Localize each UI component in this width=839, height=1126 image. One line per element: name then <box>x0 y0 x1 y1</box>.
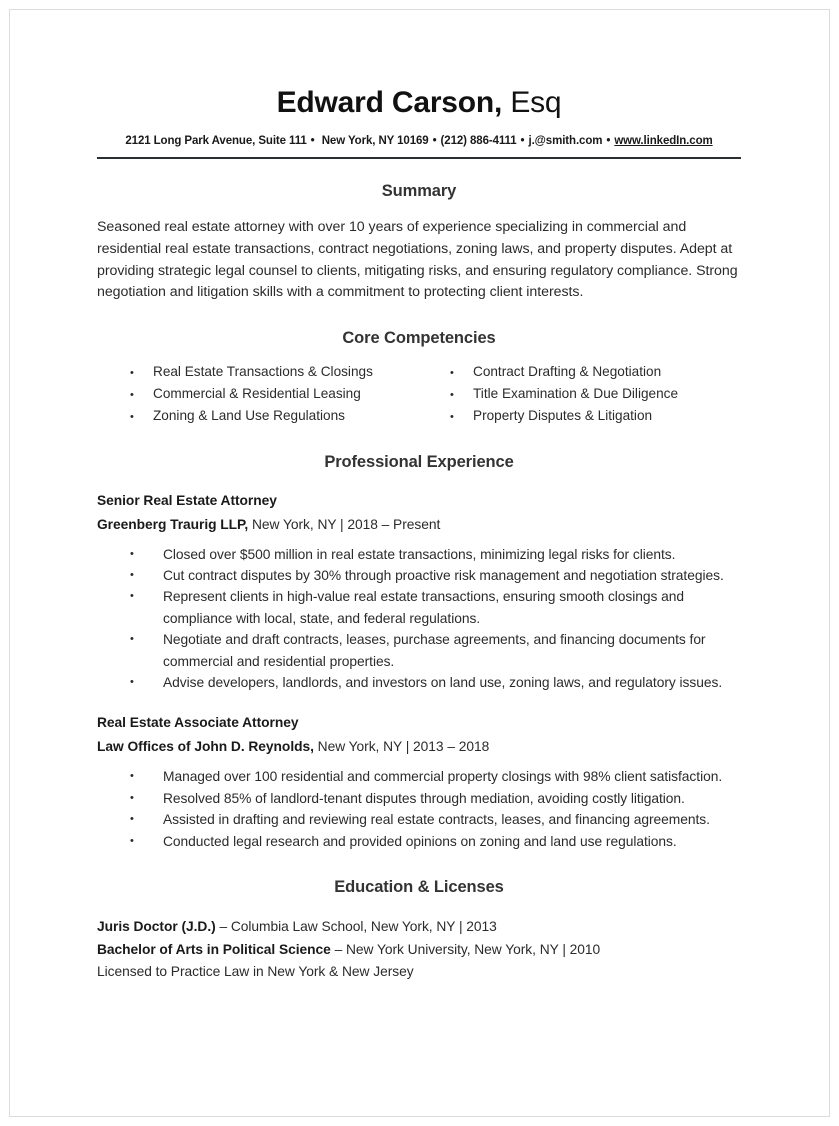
core-competency-label: Title Examination & Due Diligence <box>473 385 679 401</box>
list-item <box>130 406 419 428</box>
education-degree: Bachelor of Arts in Political Science <box>97 941 331 957</box>
job-bullet-text: Closed over $500 million in real estate transactions, minimizing legal risks for clients. <box>163 546 676 562</box>
section-heading-core-competencies: Core Competencies <box>342 329 496 348</box>
education-detail: – Columbia Law School, New York, NY | 2013 <box>215 919 497 935</box>
job-location-dates: New York, NY | 2018 – Present <box>248 516 441 532</box>
bullet-icon: • <box>130 547 134 560</box>
bullet-icon: • <box>130 590 134 603</box>
job-title: Real Estate Associate Attorney <box>97 715 299 731</box>
job-location-dates: New York, NY | 2013 – 2018 <box>313 739 490 755</box>
header-divider <box>97 157 741 159</box>
summary-paragraph: Seasoned real estate attorney with over 10 years of experience specializing in commercial and residential real estate transactions, contract negotiations, zoning laws, and property disputes. Adept at providing strategic legal counsel to clients, mitigating risks, and ensuring regulatory compliance. Strong negotiation and litigation skills with a commitment to protecting client interests. <box>97 219 738 301</box>
bullet-icon: • <box>130 388 134 401</box>
core-competencies-right-column <box>419 362 741 427</box>
bullet-icon: • <box>130 676 134 689</box>
section-heading-education-licenses: Education & Licenses <box>334 878 504 897</box>
bullet-icon: • <box>130 410 134 423</box>
job-bullet-list <box>97 544 741 694</box>
job-company: Law Offices of John D. Reynolds, <box>97 739 314 755</box>
core-competencies-left-column <box>97 362 419 427</box>
contact-separator-icon: • <box>520 135 525 147</box>
education-detail: – New York University, New York, NY | 2010 <box>330 941 601 957</box>
core-competencies-columns <box>97 362 741 427</box>
bullet-icon: • <box>130 367 134 380</box>
bullet-icon: • <box>130 813 134 826</box>
contact-address: 2121 Long Park Avenue, Suite 111 <box>125 135 307 147</box>
resume-content <box>97 0 741 984</box>
contact-phone: (212) 886-4111 <box>440 135 517 147</box>
candidate-name: Edward Carson, <box>276 86 503 119</box>
bullet-icon: • <box>450 410 454 423</box>
job-bullet-text: Cut contract disputes by 30% through proactive risk management and negotiation strategies. <box>163 567 724 583</box>
list-item <box>97 544 741 565</box>
list-item <box>97 565 741 586</box>
job-company-line <box>97 514 741 535</box>
list-item <box>97 831 741 852</box>
education-list <box>97 916 741 984</box>
list-item <box>97 961 741 984</box>
list-item <box>130 362 419 384</box>
contact-separator-icon: • <box>310 135 315 147</box>
job-bullet-text: Resolved 85% of landlord-tenant disputes through mediation, avoiding costly litigation. <box>163 790 685 806</box>
list-item <box>450 362 741 384</box>
contact-website-link[interactable]: www.linkedIn.com <box>614 135 713 147</box>
list-item <box>97 629 741 672</box>
bullet-icon: • <box>450 367 454 380</box>
core-competency-label: Contract Drafting & Negotiation <box>473 364 662 380</box>
list-item <box>97 672 741 693</box>
bullet-icon: • <box>130 770 134 783</box>
experience-entry <box>97 490 741 694</box>
education-detail: Licensed to Practice Law in New York & New Jersey <box>97 964 414 980</box>
bullet-icon: • <box>130 834 134 847</box>
candidate-suffix: Esq <box>510 86 562 119</box>
job-bullet-text: Advise developers, landlords, and investors on land use, zoning laws, and regulatory issues. <box>163 675 723 691</box>
job-bullet-text: Managed over 100 residential and commercial property closings with 98% client satisfaction. <box>163 769 723 785</box>
core-competency-label: Commercial & Residential Leasing <box>153 385 361 401</box>
contact-info <box>97 135 741 147</box>
list-item <box>97 766 741 787</box>
education-degree: Juris Doctor (J.D.) <box>97 919 216 935</box>
list-item <box>130 384 419 406</box>
list-item <box>97 586 741 629</box>
page-title <box>97 86 741 119</box>
list-item <box>450 384 741 406</box>
job-company-line <box>97 736 741 757</box>
job-title: Senior Real Estate Attorney <box>97 492 277 508</box>
bullet-icon: • <box>130 568 134 581</box>
section-heading-professional-experience: Professional Experience <box>324 452 514 471</box>
contact-separator-icon: • <box>432 135 437 147</box>
job-bullet-list <box>97 766 741 852</box>
section-heading-summary: Summary <box>381 182 457 200</box>
list-item <box>97 939 741 962</box>
contact-separator-icon: • <box>606 135 611 147</box>
core-competency-label: Zoning & Land Use Regulations <box>153 407 345 423</box>
bullet-icon: • <box>130 633 134 646</box>
list-item <box>97 809 741 830</box>
core-competency-label: Property Disputes & Litigation <box>473 407 653 423</box>
job-company: Greenberg Traurig LLP, <box>97 516 249 532</box>
job-bullet-text: Represent clients in high-value real estate transactions, ensuring smooth closings and compliance with local, state, and federal regulations. <box>163 589 685 626</box>
job-bullet-text: Assisted in drafting and reviewing real estate contracts, leases, and financing agreements. <box>163 812 710 828</box>
job-bullet-text: Conducted legal research and provided opinions on zoning and land use regulations. <box>163 833 677 849</box>
contact-city: New York, NY 10169 <box>321 135 429 147</box>
experience-entry <box>97 712 741 852</box>
bullet-icon: • <box>450 388 454 401</box>
list-item <box>450 406 741 428</box>
list-item <box>97 916 741 939</box>
contact-email: j.@smith.com <box>528 135 603 147</box>
list-item <box>97 788 741 809</box>
job-bullet-text: Negotiate and draft contracts, leases, purchase agreements, and financing documents for commercial and residential properties. <box>163 632 706 669</box>
bullet-icon: • <box>130 791 134 804</box>
core-competency-label: Real Estate Transactions & Closings <box>153 364 373 380</box>
